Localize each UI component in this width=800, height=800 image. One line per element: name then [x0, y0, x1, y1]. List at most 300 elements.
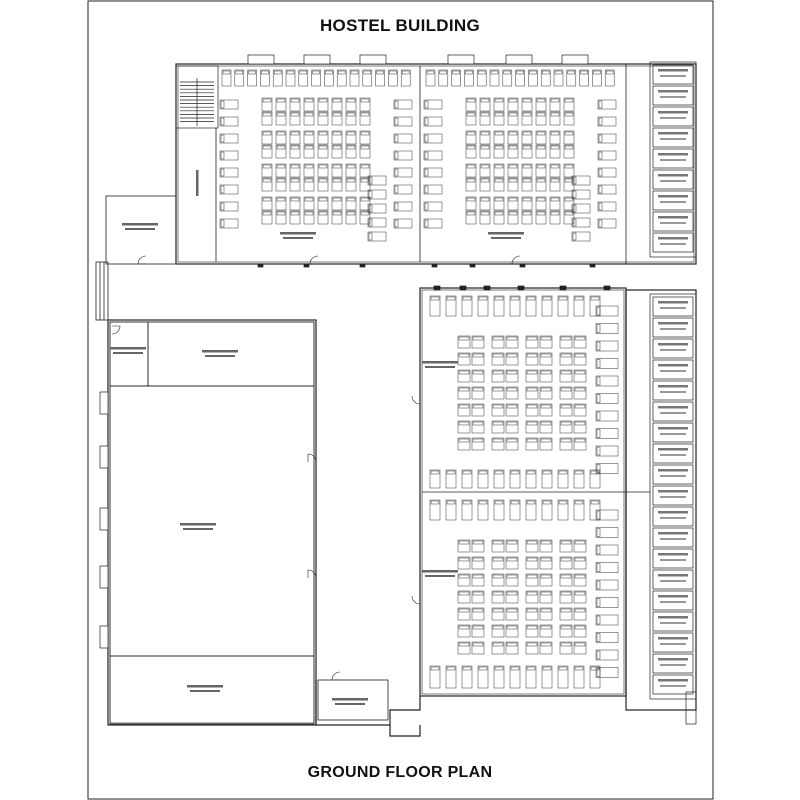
bed [248, 70, 257, 86]
bed-pillow [277, 99, 285, 102]
bed [480, 178, 490, 191]
bed [506, 574, 518, 586]
bed-pillow [495, 212, 503, 215]
bed [304, 131, 314, 144]
bed [478, 500, 488, 520]
bed-pillow [221, 152, 224, 159]
bed [394, 134, 412, 143]
bed [564, 98, 574, 111]
bed-pillow [507, 337, 517, 340]
bed-pillow [395, 135, 398, 142]
bed-pillow [425, 101, 428, 108]
door-swing [308, 570, 316, 578]
cabin [653, 633, 693, 652]
bed-pillow [565, 132, 573, 135]
bed [360, 178, 370, 191]
bed-pillow [364, 71, 371, 74]
window-mark [434, 286, 440, 290]
bed [337, 70, 346, 86]
end-wall [686, 692, 696, 724]
bed [290, 145, 300, 158]
bed-pillow [537, 132, 545, 135]
bed [510, 500, 520, 520]
bed-pillow [541, 405, 551, 408]
bed-pillow [305, 99, 313, 102]
bed [466, 112, 476, 125]
bed-pillow [274, 71, 281, 74]
cabin [653, 570, 693, 589]
bed [262, 98, 272, 111]
bed-pillow [431, 501, 439, 504]
bed [472, 540, 484, 552]
bed [522, 112, 532, 125]
bed [598, 100, 616, 109]
bed-pillow [507, 626, 517, 629]
bed-pillow [481, 113, 489, 116]
bed [466, 197, 476, 210]
bed-pillow [425, 186, 428, 193]
bed-pillow [561, 388, 571, 391]
bed-pillow [431, 471, 439, 474]
stair [176, 66, 218, 128]
bed [332, 178, 342, 191]
bed [304, 178, 314, 191]
cabin [653, 675, 693, 694]
cabin-label-mark [660, 180, 686, 182]
bed-pillow [575, 575, 585, 578]
bed [494, 145, 504, 158]
window [100, 446, 108, 468]
bed-pillow [319, 198, 327, 201]
bed [220, 100, 238, 109]
bed [572, 232, 590, 241]
bed [536, 145, 546, 158]
bed-pillow [479, 501, 487, 504]
bed [220, 185, 238, 194]
bed [262, 112, 272, 125]
bed-pillow [473, 422, 483, 425]
window-mark [484, 286, 490, 290]
bed-pillow [333, 198, 341, 201]
bed [312, 70, 321, 86]
bed-pillow [473, 558, 483, 561]
bed [564, 112, 574, 125]
bed-pillow [511, 501, 519, 504]
bed [494, 164, 504, 177]
bed [550, 112, 560, 125]
bed-pillow [599, 169, 602, 176]
cabin [653, 65, 693, 84]
bed-pillow [597, 465, 600, 473]
bed [540, 608, 552, 620]
bed-pillow [565, 146, 573, 149]
cabin [653, 528, 693, 547]
bed [458, 387, 470, 399]
bed [346, 164, 356, 177]
cabin-label-mark [660, 243, 686, 245]
bed-pillow [541, 541, 551, 544]
bed [596, 324, 618, 334]
room-label-mark [280, 232, 316, 235]
bed [526, 404, 538, 416]
bed-pillow [575, 388, 585, 391]
bed [492, 608, 504, 620]
bed [394, 185, 412, 194]
cabin-label-mark [660, 328, 686, 330]
bed [598, 151, 616, 160]
bed [492, 438, 504, 450]
bed-pillow [319, 132, 327, 135]
bed-pillow [467, 179, 475, 182]
room-label-mark [283, 237, 313, 239]
bed [472, 574, 484, 586]
bed [494, 178, 504, 191]
cabin-label-mark [660, 559, 686, 561]
bed-pillow [543, 501, 551, 504]
bed [550, 178, 560, 191]
bed-pillow [463, 501, 471, 504]
bed [304, 98, 314, 111]
bed [304, 197, 314, 210]
bed [550, 164, 560, 177]
cabin-label-mark [660, 117, 686, 119]
bed [558, 500, 568, 520]
bed [528, 70, 537, 86]
bed [510, 666, 520, 688]
bed [368, 204, 386, 213]
cabin [653, 170, 693, 189]
bed [542, 666, 552, 688]
bed [536, 197, 546, 210]
bed-pillow [551, 99, 559, 102]
bed [462, 470, 472, 488]
door-swing [332, 672, 340, 680]
bed [478, 296, 488, 316]
bed-pillow [481, 99, 489, 102]
bed-pillow [473, 541, 483, 544]
bed [567, 70, 576, 86]
bed [458, 370, 470, 382]
bed [536, 211, 546, 224]
bed [503, 70, 512, 86]
cabin-label-mark [658, 322, 688, 325]
bed-pillow [291, 165, 299, 168]
bed-pillow [527, 609, 537, 612]
bed [472, 591, 484, 603]
bed [480, 211, 490, 224]
bed [388, 70, 397, 86]
bed [574, 625, 586, 637]
bed-pillow [541, 626, 551, 629]
bed-pillow [221, 186, 224, 193]
bed-pillow [527, 422, 537, 425]
bed-pillow [599, 152, 602, 159]
cabin-label-mark [658, 406, 688, 409]
bed [464, 70, 473, 86]
bed [598, 185, 616, 194]
bed-pillow [277, 113, 285, 116]
bed [262, 197, 272, 210]
cabin [653, 107, 693, 126]
cabin [653, 360, 693, 379]
bed-pillow [606, 71, 613, 74]
bed-pillow [541, 592, 551, 595]
bed [550, 131, 560, 144]
bed-pillow [431, 297, 439, 300]
bed-pillow [597, 669, 600, 677]
bed-pillow [402, 71, 409, 74]
bed-pillow [447, 297, 455, 300]
bed [596, 615, 618, 625]
bed-pillow [473, 354, 483, 357]
door-swing [512, 256, 520, 264]
bed [516, 70, 525, 86]
bed [605, 70, 614, 86]
bed [506, 336, 518, 348]
bed-pillow [291, 113, 299, 116]
cabin [653, 402, 693, 421]
bed-pillow [509, 113, 517, 116]
bed [596, 411, 618, 421]
window-mark [258, 264, 263, 267]
bed [560, 404, 572, 416]
bed-pillow [597, 564, 600, 572]
bed [318, 197, 328, 210]
bed-pillow [599, 135, 602, 142]
bed-pillow [361, 132, 369, 135]
bed [220, 219, 238, 228]
bed-pillow [493, 354, 503, 357]
bed [506, 591, 518, 603]
bed [508, 131, 518, 144]
bed [458, 404, 470, 416]
bed-pillow [313, 71, 320, 74]
bed [536, 131, 546, 144]
room-label-mark [122, 223, 158, 226]
bed-pillow [495, 297, 503, 300]
bed [452, 70, 461, 86]
bed-pillow [527, 471, 535, 474]
bed [596, 306, 618, 316]
cabin-label-mark [660, 412, 686, 414]
bed [574, 591, 586, 603]
bed-pillow [221, 135, 224, 142]
cabin-label-mark [660, 664, 686, 666]
bed [596, 545, 618, 555]
bed [574, 642, 586, 654]
bed-pillow [507, 575, 517, 578]
bed-pillow [425, 169, 428, 176]
bed-pillow [507, 371, 517, 374]
bed-pillow [541, 643, 551, 646]
bed [466, 211, 476, 224]
bed [560, 642, 572, 654]
bed [401, 70, 410, 86]
bed-pillow [473, 609, 483, 612]
cabin-label-mark [658, 637, 688, 640]
bed [574, 296, 584, 316]
bed [506, 370, 518, 382]
cabin [653, 654, 693, 673]
window-mark [560, 286, 566, 290]
bed-pillow [541, 388, 551, 391]
bed-pillow [325, 71, 332, 74]
bed-pillow [395, 220, 398, 227]
bed [426, 70, 435, 86]
bed-pillow [495, 99, 503, 102]
bed-pillow [597, 447, 600, 455]
bed-pillow [495, 113, 503, 116]
cabin [653, 318, 693, 337]
bed-pillow [561, 337, 571, 340]
bed-pillow [509, 99, 517, 102]
cabin-label-mark [658, 574, 688, 577]
bed [332, 131, 342, 144]
bed-pillow [597, 430, 600, 438]
bed-pillow [263, 212, 271, 215]
bed-pillow [597, 546, 600, 554]
bed [466, 98, 476, 111]
bed [458, 574, 470, 586]
bed-pillow [319, 179, 327, 182]
bed [596, 394, 618, 404]
room-label-mark [196, 170, 199, 196]
bed [526, 470, 536, 488]
bed [508, 112, 518, 125]
cabin [653, 339, 693, 358]
bed-pillow [507, 354, 517, 357]
bed-pillow [597, 325, 600, 333]
window-mark [518, 286, 524, 290]
bed [346, 211, 356, 224]
cabin-label-mark [660, 622, 686, 624]
bed [492, 574, 504, 586]
bed [472, 370, 484, 382]
bed-pillow [479, 471, 487, 474]
bed-pillow [473, 592, 483, 595]
bed [540, 438, 552, 450]
bed-pillow [319, 212, 327, 215]
bed-pillow [459, 354, 469, 357]
cabin-label-mark [660, 454, 686, 456]
bed-pillow [504, 71, 511, 74]
bed-pillow [597, 360, 600, 368]
cabin [653, 486, 693, 505]
bed-pillow [300, 71, 307, 74]
bed-pillow [440, 71, 447, 74]
bed [458, 557, 470, 569]
bed-pillow [473, 371, 483, 374]
cabin [653, 381, 693, 400]
bed-pillow [591, 501, 599, 504]
cabin-label-mark [658, 616, 688, 619]
bed-pillow [517, 71, 524, 74]
bed-pillow [551, 132, 559, 135]
bed-pillow [559, 667, 567, 670]
bed [318, 98, 328, 111]
bed-pillow [527, 439, 537, 442]
bed-pillow [509, 165, 517, 168]
bed-pillow [599, 118, 602, 125]
bed [346, 131, 356, 144]
bed [540, 625, 552, 637]
bed-pillow [527, 626, 537, 629]
bed [304, 145, 314, 158]
bed [462, 500, 472, 520]
bed [510, 296, 520, 316]
bed [235, 70, 244, 86]
bed [574, 438, 586, 450]
bed [360, 131, 370, 144]
bed [526, 500, 536, 520]
window [100, 566, 108, 588]
bed-pillow [333, 179, 341, 182]
bed-pillow [459, 643, 469, 646]
bed [522, 145, 532, 158]
bed [332, 98, 342, 111]
bed-pillow [541, 575, 551, 578]
bed-pillow [427, 71, 434, 74]
bed-pillow [537, 165, 545, 168]
bed-pillow [473, 405, 483, 408]
room-label-mark [180, 523, 216, 526]
bed-pillow [491, 71, 498, 74]
cabin [653, 149, 693, 168]
bed-pillow [319, 113, 327, 116]
bed-pillow [551, 146, 559, 149]
bed-pillow [347, 132, 355, 135]
bed-pillow [561, 354, 571, 357]
bed-pillow [459, 371, 469, 374]
cabin-label-mark [658, 469, 688, 472]
bed [262, 131, 272, 144]
bed-pillow [425, 220, 428, 227]
bed-pillow [523, 146, 531, 149]
bed [506, 642, 518, 654]
bed [558, 470, 568, 488]
bed [472, 404, 484, 416]
bed [458, 421, 470, 433]
bed [368, 176, 386, 185]
bed [560, 574, 572, 586]
bed [550, 211, 560, 224]
cabin [653, 423, 693, 442]
window-mark [360, 264, 365, 267]
bed-pillow [537, 146, 545, 149]
bed-pillow [495, 198, 503, 201]
cabin [653, 465, 693, 484]
bed [564, 131, 574, 144]
bed-pillow [478, 71, 485, 74]
bed-pillow [493, 592, 503, 595]
bed-pillow [495, 471, 503, 474]
bed-pillow [599, 101, 602, 108]
bed-pillow [319, 99, 327, 102]
bed [346, 112, 356, 125]
bed [596, 650, 618, 660]
bed [458, 608, 470, 620]
bed-layout [220, 70, 618, 688]
bed-pillow [463, 471, 471, 474]
bed-pillow [575, 337, 585, 340]
bed-pillow [305, 113, 313, 116]
bed-pillow [541, 439, 551, 442]
bed-pillow [575, 541, 585, 544]
bed [458, 591, 470, 603]
bed [540, 404, 552, 416]
bed-pillow [599, 186, 602, 193]
bed-pillow [507, 541, 517, 544]
